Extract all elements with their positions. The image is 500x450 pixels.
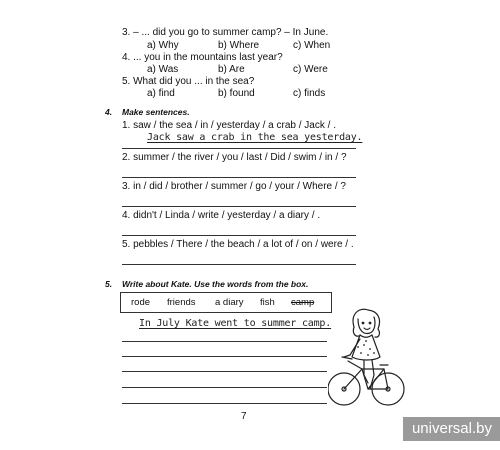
ex4-answer-line-2 [122,177,356,178]
ex5-line-4 [122,387,327,388]
ex3-q3-b: b) Where [218,40,260,51]
ex3-q5-a: a) find [147,88,175,99]
watermark: universal.by [403,417,500,441]
ex5-line-5 [122,403,327,404]
ex3-q3: 3. – ... did you go to summer camp? – In June. [122,27,329,38]
ex3-q5-b: b) found [218,88,255,99]
ex3-q5: 5. What did you ... in the sea? [122,76,255,87]
ex4-answer-line-1 [122,148,356,149]
ex3-q4-a: a) Was [147,64,179,75]
word-box [120,292,332,313]
ex4-prompt-3: 3. in / did / brother / summer / go / your / Where / ? [122,181,346,192]
word-rode: rode [131,297,151,308]
ex3-q5-c: c) finds [293,88,326,99]
ex5-line-3 [122,371,327,372]
ex5-title: Write about Kate. Use the words from the box. [122,279,309,289]
ex3-q3-a: a) Why [147,40,179,51]
ex4-title: Make sentences. [122,107,190,117]
word-camp: camp [291,297,315,308]
ex5-line-2 [122,356,327,357]
ex5-example: In July Kate went to summer camp. [139,318,332,329]
ex4-answer-1: Jack saw a crab in the sea yesterday. [147,132,363,143]
ex4-answer-line-3 [122,206,356,207]
word-a-diary: a diary [215,297,244,308]
page-number: 7 [241,411,247,422]
ex4-prompt-2: 2. summer / the river / you / last / Did / swim / in / ? [122,152,347,163]
ex5-line-1 [122,341,327,342]
word-fish: fish [260,297,275,308]
girl-on-bicycle-illustration [328,305,410,411]
ex3-q3-c: c) When [293,40,331,51]
ex3-q4-b: b) Are [218,64,245,75]
ex3-q4-c: c) Were [293,64,328,75]
ex3-q4: 4. ... you in the mountains last year? [122,52,283,63]
ex4-answer-line-5 [122,264,356,265]
ex4-prompt-1: 1. saw / the sea / in / yesterday / a crab / Jack / . [122,120,336,131]
word-friends: friends [167,297,196,308]
ex4-answer-line-4 [122,235,356,236]
ex4-number: 4. [105,107,113,117]
ex4-prompt-5: 5. pebbles / There / the beach / a lot of / on / were / . [122,239,354,250]
ex5-number: 5. [105,279,113,289]
ex4-prompt-4: 4. didn't / Linda / write / yesterday / a diary / . [122,210,321,221]
